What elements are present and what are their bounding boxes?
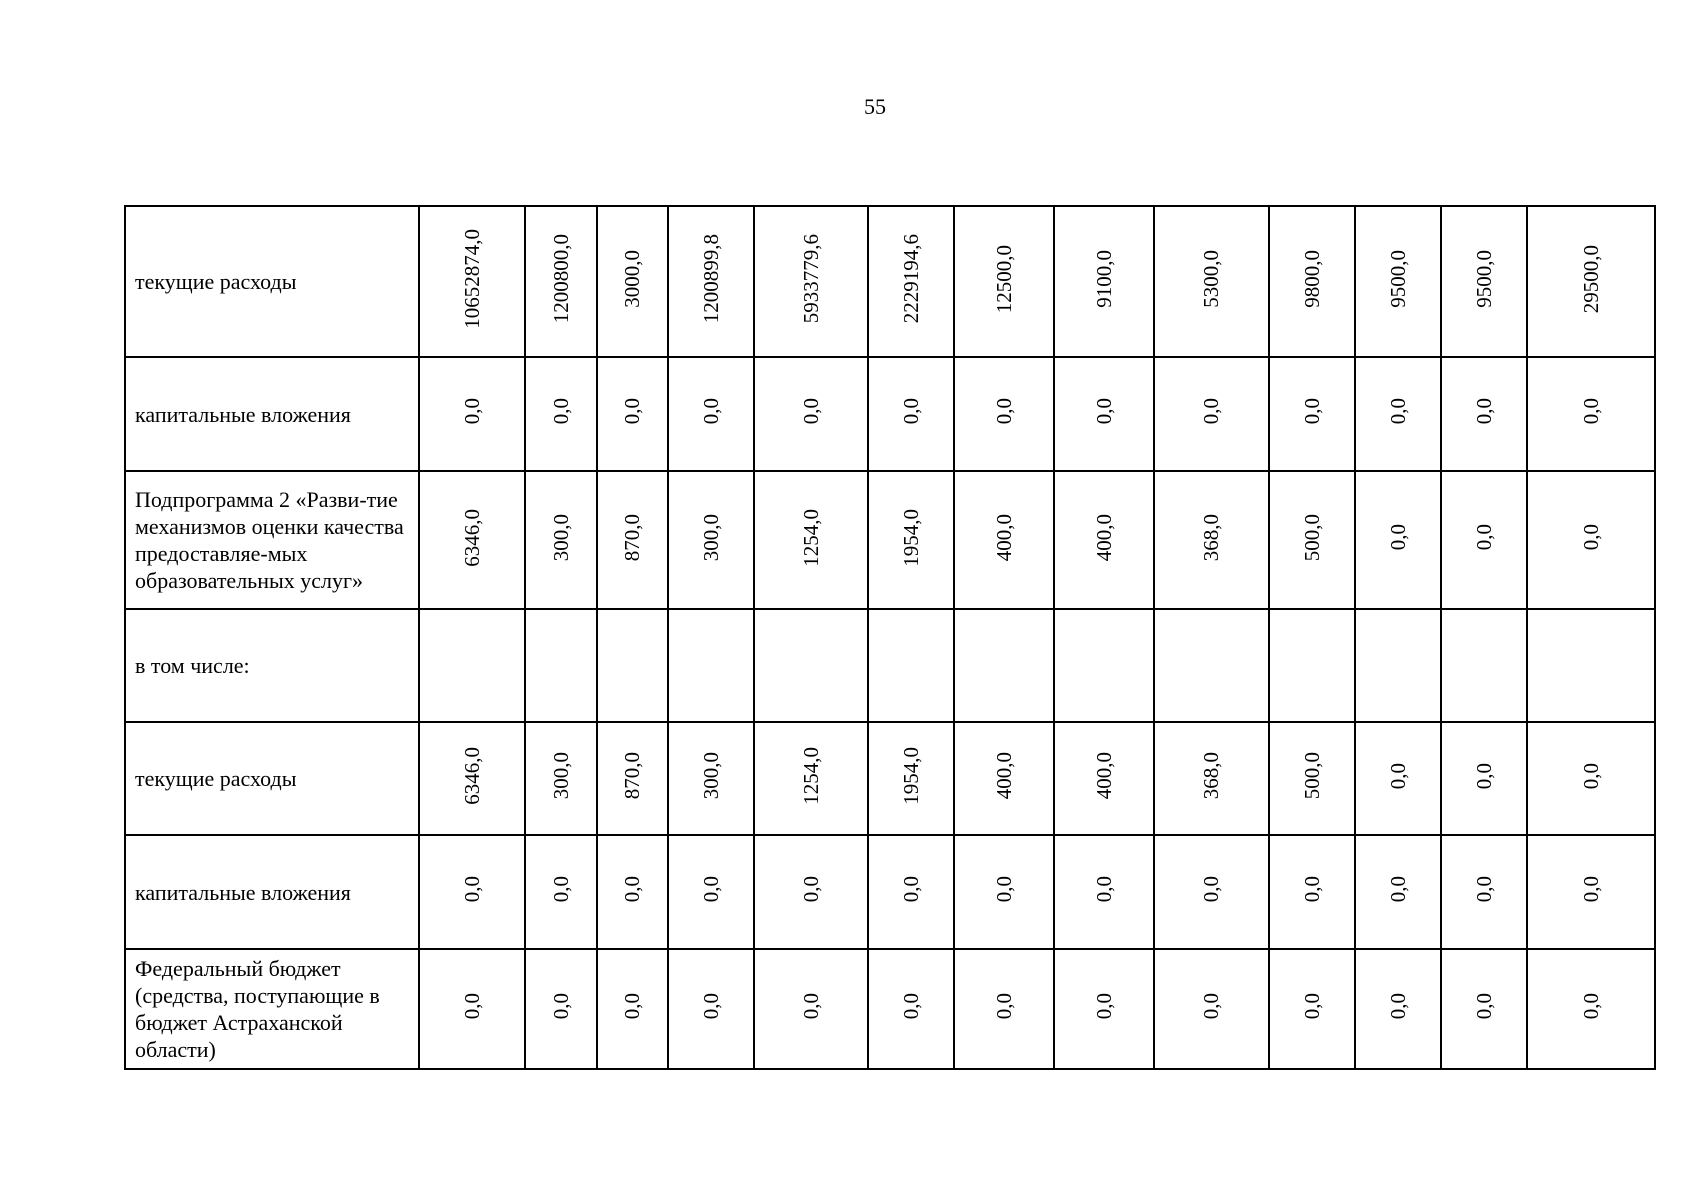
value-cell (1441, 835, 1527, 949)
cell-value: 0,0 (898, 876, 923, 903)
value-cell (1269, 206, 1355, 357)
value-cell (754, 471, 868, 609)
value-cell (1269, 471, 1355, 609)
cell-value: 0,0 (1578, 762, 1603, 790)
value-cell (1355, 835, 1441, 949)
cell-value: 0,0 (1385, 762, 1410, 790)
cell-value: 0,0 (548, 398, 573, 425)
cell-value: 0,0 (698, 398, 723, 425)
value-cell (954, 949, 1054, 1069)
cell-value: 1254,0 (798, 508, 823, 567)
value-cell (668, 949, 754, 1069)
value-cell (668, 471, 754, 609)
cell-value: 300,0 (698, 513, 723, 562)
value-cell (419, 949, 525, 1069)
value-cell (597, 949, 668, 1069)
cell-value: 0,0 (898, 398, 923, 425)
cell-value: 0,0 (1091, 993, 1116, 1020)
value-cell (1527, 722, 1655, 835)
value-cell (668, 206, 754, 357)
row-label: Подпрограмма 2 «Разви-тие механизмов оценки качества предоставляе-мых образовательных услуг» (125, 471, 419, 609)
value-cell (1441, 471, 1527, 609)
cell-value: 0,0 (898, 993, 923, 1020)
value-cell (1269, 949, 1355, 1069)
row-label: Федеральный бюджет (средства, поступающие в бюджет Астраханской области) (125, 949, 419, 1069)
value-cell (525, 471, 597, 609)
cell-value: 0,0 (798, 876, 823, 903)
value-cell (1355, 949, 1441, 1069)
row-label: в том числе: (125, 609, 419, 722)
value-cell (597, 722, 668, 835)
value-cell (419, 471, 525, 609)
cell-value: 300,0 (548, 513, 573, 562)
cell-value: 3000,0 (620, 250, 644, 308)
value-cell (668, 835, 754, 949)
cell-value: 0,0 (459, 398, 484, 425)
value-cell (419, 206, 525, 357)
cell-value: 0,0 (991, 993, 1016, 1020)
value-cell (1154, 609, 1269, 722)
value-cell (1441, 722, 1527, 835)
cell-value: 0,0 (1578, 876, 1603, 903)
value-cell (1355, 206, 1441, 357)
value-cell (868, 206, 954, 357)
cell-value: 368,0 (1199, 752, 1223, 800)
cell-value: 6346,0 (459, 508, 484, 567)
value-cell (1441, 949, 1527, 1069)
cell-value: 0,0 (1199, 398, 1223, 425)
value-cell (668, 357, 754, 471)
cell-value: 300,0 (698, 752, 723, 800)
value-cell (754, 206, 868, 357)
value-cell (525, 609, 597, 722)
value-cell (1441, 357, 1527, 471)
value-cell (1355, 722, 1441, 835)
cell-value: 0,0 (1471, 398, 1496, 425)
cell-value: 9500,0 (1471, 250, 1496, 308)
value-cell (419, 357, 525, 471)
cell-value: 0,0 (548, 993, 573, 1020)
value-cell (954, 609, 1054, 722)
value-cell (668, 722, 754, 835)
value-cell (1527, 835, 1655, 949)
value-cell (1441, 206, 1527, 357)
cell-value: 6346,0 (459, 747, 484, 805)
table-row (125, 357, 1655, 471)
cell-value: 9500,0 (1385, 250, 1410, 308)
page-number: 55 (864, 94, 886, 119)
cell-value: 870,0 (620, 752, 644, 800)
cell-value: 0,0 (620, 993, 644, 1020)
cell-value: 0,0 (1199, 993, 1223, 1020)
cell-value: 0,0 (991, 398, 1016, 425)
cell-value: 400,0 (991, 752, 1016, 800)
value-cell (1527, 471, 1655, 609)
cell-value: 0,0 (1385, 876, 1410, 903)
value-cell (1054, 206, 1154, 357)
value-cell (419, 722, 525, 835)
value-cell (1154, 206, 1269, 357)
value-cell (525, 949, 597, 1069)
cell-value: 10652874,0 (459, 229, 484, 329)
cell-value: 1200800,0 (548, 234, 573, 324)
value-cell (1269, 835, 1355, 949)
value-cell (1269, 722, 1355, 835)
cell-value: 0,0 (548, 876, 573, 903)
value-cell (1441, 609, 1527, 722)
table-row (125, 722, 1655, 835)
cell-value: 500,0 (1299, 752, 1324, 800)
cell-value: 400,0 (1091, 513, 1116, 562)
cell-value: 0,0 (620, 398, 644, 425)
cell-value: 12500,0 (991, 244, 1016, 314)
cell-value: 500,0 (1299, 513, 1324, 562)
value-cell (754, 609, 868, 722)
value-cell (597, 471, 668, 609)
cell-value: 368,0 (1199, 513, 1223, 562)
value-cell (419, 609, 525, 722)
cell-value: 0,0 (1091, 398, 1116, 425)
value-cell (1355, 609, 1441, 722)
value-cell (754, 722, 868, 835)
value-cell (1154, 722, 1269, 835)
cell-value: 9800,0 (1299, 250, 1324, 308)
value-cell (1269, 357, 1355, 471)
table-row (125, 949, 1655, 1069)
table-row (125, 835, 1655, 949)
value-cell (419, 835, 525, 949)
cell-value: 0,0 (1299, 398, 1324, 425)
value-cell (1527, 609, 1655, 722)
value-cell (1054, 609, 1154, 722)
cell-value: 0,0 (1471, 524, 1496, 551)
value-cell (1269, 609, 1355, 722)
value-cell (1054, 722, 1154, 835)
value-cell (868, 722, 954, 835)
value-cell (954, 835, 1054, 949)
value-cell (1054, 357, 1154, 471)
value-cell (954, 357, 1054, 471)
cell-value: 300,0 (548, 752, 573, 800)
value-cell (597, 835, 668, 949)
cell-value: 0,0 (1578, 398, 1603, 425)
value-cell (1154, 471, 1269, 609)
cell-value: 0,0 (991, 876, 1016, 903)
value-cell (1054, 949, 1154, 1069)
cell-value: 0,0 (1471, 993, 1496, 1020)
table-row (125, 609, 1655, 722)
value-cell (754, 835, 868, 949)
value-cell (597, 609, 668, 722)
value-cell (754, 949, 868, 1069)
value-cell (525, 206, 597, 357)
value-cell (1154, 357, 1269, 471)
value-cell (868, 609, 954, 722)
budget-table (124, 205, 1656, 1070)
cell-value: 0,0 (1385, 993, 1410, 1020)
cell-value: 1254,0 (798, 747, 823, 805)
value-cell (1355, 471, 1441, 609)
value-cell (1154, 835, 1269, 949)
value-cell (754, 357, 868, 471)
value-cell (868, 949, 954, 1069)
cell-value: 1954,0 (898, 747, 923, 805)
row-label: текущие расходы (125, 206, 419, 357)
cell-value: 1954,0 (898, 508, 923, 567)
value-cell (1054, 835, 1154, 949)
cell-value: 400,0 (1091, 752, 1116, 800)
cell-value: 0,0 (798, 398, 823, 425)
cell-value: 5300,0 (1199, 250, 1223, 308)
cell-value: 0,0 (1091, 876, 1116, 903)
value-cell (1527, 206, 1655, 357)
cell-value: 29500,0 (1578, 244, 1603, 314)
table-row (125, 471, 1655, 609)
value-cell (954, 206, 1054, 357)
value-cell (597, 357, 668, 471)
row-label: текущие расходы (125, 722, 419, 835)
cell-value: 1200899,8 (698, 234, 723, 324)
cell-value: 0,0 (459, 993, 484, 1020)
value-cell (525, 722, 597, 835)
value-cell (525, 357, 597, 471)
cell-value: 400,0 (991, 513, 1016, 562)
cell-value: 0,0 (459, 876, 484, 903)
value-cell (668, 609, 754, 722)
cell-value: 0,0 (1578, 524, 1603, 551)
cell-value: 0,0 (698, 876, 723, 903)
value-cell (868, 835, 954, 949)
cell-value: 0,0 (620, 876, 644, 903)
cell-value: 0,0 (1471, 876, 1496, 903)
cell-value: 9100,0 (1091, 250, 1116, 308)
value-cell (868, 357, 954, 471)
cell-value: 0,0 (1299, 876, 1324, 903)
value-cell (597, 206, 668, 357)
value-cell (954, 471, 1054, 609)
value-cell (954, 722, 1054, 835)
row-label: капитальные вложения (125, 357, 419, 471)
cell-value: 0,0 (1299, 993, 1324, 1020)
cell-value: 870,0 (620, 513, 644, 562)
value-cell (1527, 357, 1655, 471)
cell-value: 0,0 (1578, 993, 1603, 1020)
cell-value: 0,0 (1471, 762, 1496, 790)
cell-value: 0,0 (1199, 876, 1223, 903)
value-cell (525, 835, 597, 949)
value-cell (868, 471, 954, 609)
cell-value: 2229194,6 (898, 234, 923, 324)
value-cell (1355, 357, 1441, 471)
value-cell (1527, 949, 1655, 1069)
cell-value: 5933779,6 (798, 234, 823, 324)
value-cell (1054, 471, 1154, 609)
cell-value: 0,0 (1385, 398, 1410, 425)
row-label: капитальные вложения (125, 835, 419, 949)
table-row (125, 206, 1655, 357)
cell-value: 0,0 (1385, 524, 1410, 551)
cell-value: 0,0 (698, 993, 723, 1020)
cell-value: 0,0 (798, 993, 823, 1020)
value-cell (1154, 949, 1269, 1069)
